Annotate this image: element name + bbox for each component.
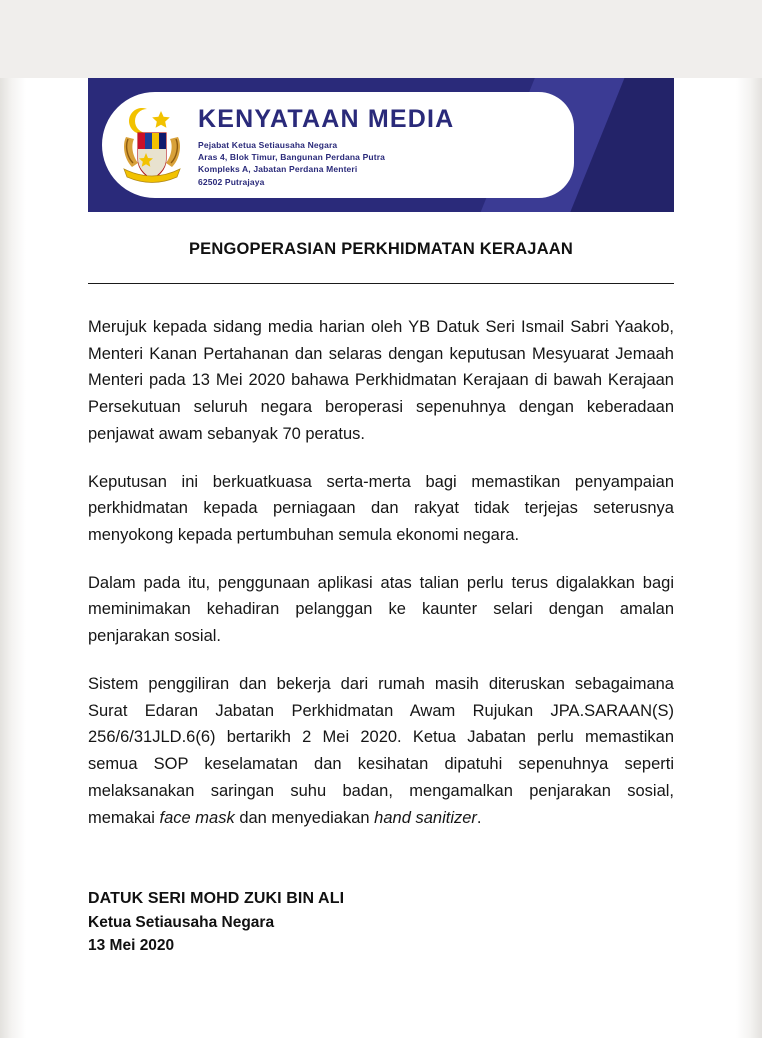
paragraph-4-italic-hand-sanitizer: hand sanitizer (374, 808, 477, 827)
signature-date: 13 Mei 2020 (88, 937, 175, 955)
paragraph-1: Merujuk kepada sidang media harian oleh YB Datuk Seri Ismail Sabri Yaakob, Menteri Kanan Pertahanan dan selaras dengan keputusan Mesyuarat Jemaah Menteri pada 13 Mei 2020 bahawa Perkhidmatan Kerajaan di bawah Kerajaan Persekutuan seluruh negara beroperasi sepenuhnya dengan keberadaan penjawat awam sebanyak 70 peratus. (88, 318, 674, 443)
address-line-1: Pejabat Ketua Setiausaha Negara (198, 139, 338, 150)
letterhead-banner (88, 78, 674, 212)
jata-negara-crest-icon (116, 103, 188, 187)
signature-block (88, 887, 674, 958)
address-line-3: Kompleks A, Jabatan Perdana Menteri (198, 164, 358, 175)
document-body (88, 314, 674, 831)
document-page (0, 78, 762, 1038)
paragraph-3: Dalam pada itu, penggunaan aplikasi atas talian perlu terus digalakkan bagi meminimakan kehadiran pelanggan ke kaunter selari dengan amalan penjarakan sosial. (88, 573, 674, 646)
paragraph-4 (88, 671, 674, 831)
paragraph-4-italic-face-mask: face mask (159, 808, 235, 827)
title-divider (88, 283, 674, 284)
address-line-4: 62502 Putrajaya (198, 176, 265, 187)
page-title: PENGOPERASIAN PERKHIDMATAN KERAJAAN (188, 240, 574, 258)
paragraph-4-part-3: . (476, 808, 482, 827)
document-content (0, 78, 762, 958)
paragraph-2: Keputusan ini berkuatkuasa serta-merta bagi memastikan penyampaian perkhidmatan kepada perniagaan dan rakyat tidak terjejas seterusnya menyokong kepada pertumbuhan semula ekonomi negara. (88, 472, 674, 545)
letterhead-address (198, 139, 454, 188)
paragraph-4-part-2: dan menyediakan (234, 808, 375, 827)
signatory-name: DATUK SERI MOHD ZUKI BIN ALI (88, 890, 345, 908)
letterhead-title: KENYATAAN MEDIA (198, 105, 455, 134)
signatory-role: Ketua Setiausaha Negara (88, 914, 275, 932)
address-line-2: Aras 4, Blok Timur, Bangunan Perdana Putra (198, 151, 386, 162)
paragraph-4-part-1: Sistem penggiliran dan bekerja dari rumah masih diteruskan sebagaimana Surat Edaran Jabatan Perkhidmatan Awam Rujukan JPA.SARAAN(S) 256/6/31JLD.6(6) bertarikh 2 Mei 2020. Ketua Jabatan perlu memastikan semua SOP keselamatan dan kesihatan dipatuhi sepenuhnya seperti melaksanakan saringan suhu badan, mengamalkan penjarakan sosial, memakai (88, 674, 674, 827)
